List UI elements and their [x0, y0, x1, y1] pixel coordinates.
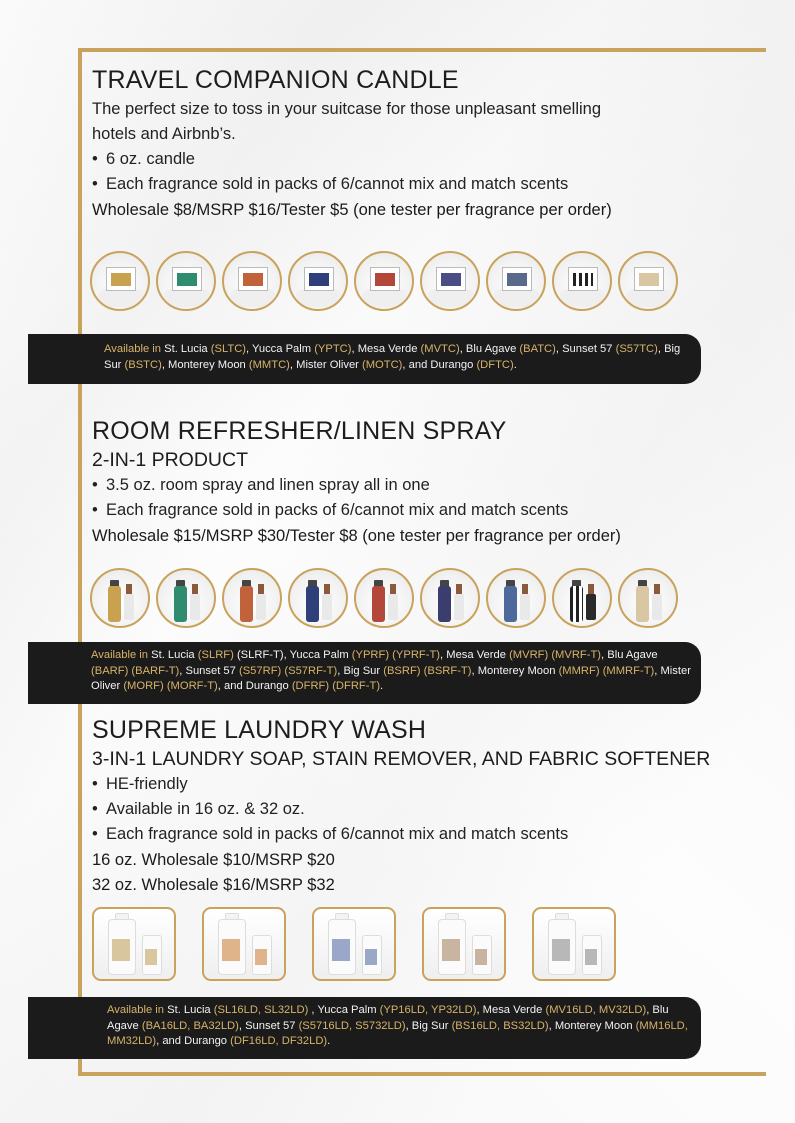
fragrance-name: Big Sur [343, 664, 381, 677]
fragrance-name: Yucca Palm [289, 649, 349, 661]
availability-lead: Available in [107, 1004, 165, 1016]
tester-code: (SLRF-T) [236, 649, 284, 661]
laundry-image [312, 907, 396, 981]
candle-image [552, 251, 612, 311]
candle-image [420, 251, 480, 311]
laundry-price-32oz: 32 oz. Wholesale $16/MSRP $32 [92, 876, 335, 894]
fragrance-code: (S5716LD, S5732LD) [298, 1019, 406, 1032]
spray-image [222, 568, 282, 628]
fragrance-code: (MM16LD, MM32LD) [107, 1019, 688, 1047]
candle-availability-band: Available in St. Lucia (SLTC), Yucca Palm (YPTC), Mesa Verde (MVTC), Blu Agave (BATC), Sunset 57 (S57TC), Big Sur (BSTC), Monterey Moon (MMTC), Mister Oliver (MOTC), and Durango (DFTC). [28, 334, 701, 384]
tester-code: (BSRF-T) [423, 664, 472, 677]
candle-image-row [90, 251, 678, 311]
laundry-image-row [92, 907, 616, 981]
candle-price: Wholesale $8/MSRP $16/Tester $5 (one tester per fragrance per order) [92, 201, 612, 219]
fragrance-code: (MMRF) [558, 664, 600, 677]
fragrance-code: (SL16LD, SL32LD) [213, 1004, 309, 1016]
fragrance-name: Mesa Verde [357, 343, 418, 355]
fragrance-code: (MOTC) [362, 358, 403, 371]
laundry-bullet: • Available in 16 oz. & 32 oz. [92, 800, 305, 819]
fragrance-name: Blu Agave [607, 649, 658, 661]
candle-image [618, 251, 678, 311]
fragrance-name: St. Lucia [164, 343, 208, 355]
fragrance-name: Mister Oliver [91, 664, 691, 692]
fragrance-name: Mesa Verde [446, 649, 506, 661]
fragrance-name: Big Sur [411, 1019, 449, 1032]
spray-image [288, 568, 348, 628]
tester-code: (MVRF-T) [551, 649, 602, 661]
fragrance-code: (MVRF) [509, 649, 549, 661]
laundry-image [92, 907, 176, 981]
fragrance-code: (DFRF) [291, 680, 330, 692]
fragrance-code: (BATC) [519, 343, 556, 355]
spray-bullet: • Each fragrance sold in packs of 6/cannot mix and match scents [92, 501, 568, 520]
frame-top-border [78, 48, 766, 52]
fragrance-code: (DF16LD, DF32LD) [230, 1035, 328, 1047]
laundry-title: SUPREME LAUNDRY WASH [92, 716, 427, 744]
tester-code: (MORF-T) [166, 680, 218, 692]
spray-image [420, 568, 480, 628]
fragrance-name: Blu Agave [107, 1004, 669, 1032]
candle-description-line-1: The perfect size to toss in your suitcase for those unpleasant smelling [92, 100, 602, 118]
fragrance-code: (BSTC) [124, 358, 162, 371]
tester-code: (DFRF-T) [332, 680, 381, 692]
fragrance-name: St. Lucia [167, 1004, 211, 1016]
fragrance-name: Monterey Moon [477, 664, 556, 677]
candle-image [354, 251, 414, 311]
spray-image [486, 568, 546, 628]
fragrance-name: Mesa Verde [482, 1004, 543, 1016]
laundry-bullet: • Each fragrance sold in packs of 6/cannot mix and match scents [92, 825, 568, 844]
candle-image [486, 251, 546, 311]
frame-bottom-border [78, 1072, 766, 1076]
laundry-price-16oz: 16 oz. Wholesale $10/MSRP $20 [92, 851, 335, 869]
laundry-image [202, 907, 286, 981]
fragrance-code: (MVTC) [420, 343, 460, 355]
availability-lead: Available in [104, 343, 162, 355]
spray-subtitle: 2-IN-1 PRODUCT [92, 449, 249, 471]
fragrance-code: (S57RF) [238, 664, 282, 677]
fragrance-code: (MMTC) [248, 358, 290, 371]
fragrance-name: Sunset 57 [185, 664, 236, 677]
fragrance-code: (S57TC) [615, 343, 658, 355]
candle-image [90, 251, 150, 311]
fragrance-name: Monterey Moon [554, 1019, 633, 1032]
tester-code: (YPRF-T) [392, 649, 441, 661]
fragrance-name: Sunset 57 [245, 1019, 296, 1032]
frame-left-border [78, 48, 82, 1074]
spray-image [354, 568, 414, 628]
spray-image [156, 568, 216, 628]
fragrance-name: Monterey Moon [168, 358, 246, 371]
spray-image [552, 568, 612, 628]
spray-price: Wholesale $15/MSRP $30/Tester $8 (one tester per fragrance per order) [92, 527, 621, 545]
fragrance-code: (DFTC) [476, 358, 514, 371]
laundry-image [422, 907, 506, 981]
laundry-subtitle: 3-IN-1 LAUNDRY SOAP, STAIN REMOVER, AND FABRIC SOFTENER [92, 748, 711, 770]
spray-image-row [90, 568, 678, 628]
fragrance-code: (YP16LD, YP32LD) [379, 1004, 477, 1016]
fragrance-name: Durango [184, 1035, 228, 1047]
laundry-bullet: • HE-friendly [92, 775, 188, 794]
spray-bullet: • 3.5 oz. room spray and linen spray all in one [92, 476, 430, 495]
fragrance-name: Yucca Palm [252, 343, 312, 355]
laundry-image [532, 907, 616, 981]
fragrance-name: Durango [245, 680, 289, 692]
fragrance-code: (MV16LD, MV32LD) [545, 1004, 647, 1016]
tester-code: (MMRF-T) [602, 664, 655, 677]
fragrance-code: (SLTC) [210, 343, 246, 355]
spray-availability-band: Available in St. Lucia (SLRF) (SLRF-T), Yucca Palm (YPRF) (YPRF-T), Mesa Verde (MVRF) (MVRF-T), Blu Agave (BARF) (BARF-T), Sunset 57 (S57RF) (S57RF-T), Big Sur (BSRF) (BSRF-T), Monterey Moon (MMRF) (MMRF-T), Mister Oliver (MORF) (MORF-T), and Durango (DFRF) (DFRF-T). [28, 642, 701, 704]
spray-image [618, 568, 678, 628]
fragrance-name: Big Sur [104, 343, 681, 371]
fragrance-code: (BS16LD, BS32LD) [451, 1019, 549, 1032]
fragrance-name: Durango [430, 358, 474, 371]
candle-title: TRAVEL COMPANION CANDLE [92, 66, 459, 94]
candle-image [156, 251, 216, 311]
fragrance-code: (YPRF) [351, 649, 390, 661]
fragrance-code: (BA16LD, BA32LD) [141, 1019, 239, 1032]
candle-bullet: • Each fragrance sold in packs of 6/cannot mix and match scents [92, 175, 568, 194]
fragrance-code: (BARF) [91, 664, 129, 677]
tester-code: (BARF-T) [131, 664, 180, 677]
laundry-availability-band: Available in St. Lucia (SL16LD, SL32LD) , Yucca Palm (YP16LD, YP32LD), Mesa Verde (MV16LD, MV32LD), Blu Agave (BA16LD, BA32LD), Sunset 57 (S5716LD, S5732LD), Big Sur (BS16LD, BS32LD), Monterey Moon (MM16LD, MM32LD), and Durango (DF16LD, DF32LD). [28, 997, 701, 1059]
fragrance-name: Sunset 57 [562, 343, 613, 355]
candle-bullet: • 6 oz. candle [92, 150, 195, 169]
spray-title: ROOM REFRESHER/LINEN SPRAY [92, 417, 507, 445]
fragrance-code: (YPTC) [314, 343, 352, 355]
fragrance-name: Blu Agave [465, 343, 517, 355]
fragrance-code: (SLRF) [197, 649, 234, 661]
fragrance-name: Yucca Palm [317, 1004, 377, 1016]
availability-lead: Available in [91, 649, 149, 661]
tester-code: (S57RF-T) [284, 664, 338, 677]
fragrance-name: Mister Oliver [296, 358, 359, 371]
candle-description-line-2: hotels and Airbnb’s. [92, 125, 236, 143]
spray-image [90, 568, 150, 628]
candle-image [288, 251, 348, 311]
candle-image [222, 251, 282, 311]
fragrance-name: St. Lucia [151, 649, 195, 661]
fragrance-code: (MORF) [123, 680, 164, 692]
fragrance-code: (BSRF) [383, 664, 421, 677]
